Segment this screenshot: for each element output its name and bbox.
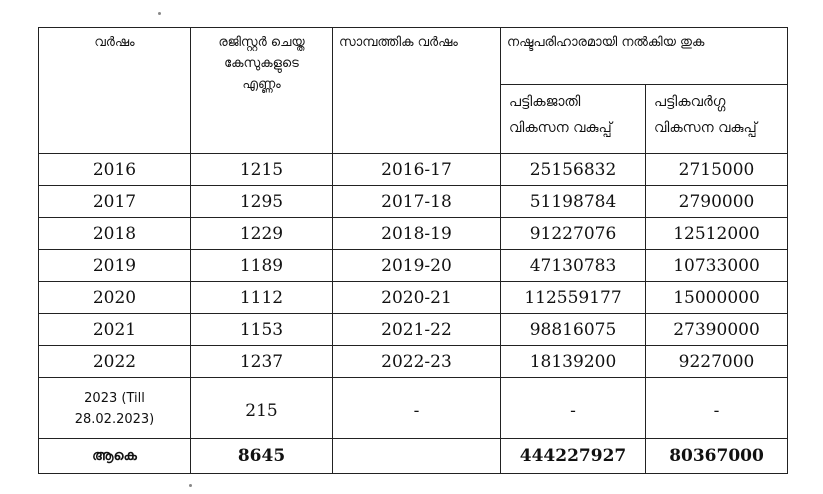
- table-row: [39, 186, 788, 218]
- table-row: [39, 154, 788, 186]
- header-sc-line2: വികസന വകുപ്പ്: [509, 120, 612, 136]
- cell-year: 2020: [39, 282, 191, 314]
- cell-cases: 1229: [191, 218, 333, 250]
- cell-fiscal: 2017-18: [333, 186, 501, 218]
- table-row: [39, 346, 788, 378]
- header-compensation-label: നഷ്ടപരിഹാരമായി നൽകിയ തുക: [507, 35, 705, 50]
- cell-st-amount: 9227000: [646, 346, 788, 378]
- cell-cases: 1237: [191, 346, 333, 378]
- table-row-partial-year: [39, 378, 788, 439]
- cell-st-amount: 27390000: [646, 314, 788, 346]
- scan-speck: [158, 12, 161, 15]
- cell-fiscal: 2019-20: [333, 250, 501, 282]
- cell-fiscal: 2018-19: [333, 218, 501, 250]
- cell-cases: 215: [191, 378, 333, 439]
- cell-st-amount: 10733000: [646, 250, 788, 282]
- table-row: [39, 250, 788, 282]
- cell-st-amount: 15000000: [646, 282, 788, 314]
- compensation-table: [38, 27, 788, 474]
- total-label: ആകെ: [39, 439, 191, 474]
- cell-year: 2017: [39, 186, 191, 218]
- cell-year-partial-line2: 28.02.2023): [74, 412, 155, 427]
- header-fiscal-year-label: സാമ്പത്തിക വർഷം: [339, 35, 458, 50]
- cell-year-partial-line1: 2023 (Till: [84, 391, 145, 406]
- cell-cases: 1153: [191, 314, 333, 346]
- cell-st-amount: 2790000: [646, 186, 788, 218]
- scan-speck: [189, 484, 192, 487]
- cell-st-amount: -: [646, 378, 788, 439]
- header-st-line2: വികസന വകുപ്പ്: [654, 120, 757, 136]
- total-fiscal: [333, 439, 501, 474]
- cell-fiscal: 2021-22: [333, 314, 501, 346]
- cell-year: 2022: [39, 346, 191, 378]
- table-row: [39, 218, 788, 250]
- cell-year-partial: [39, 378, 191, 439]
- cell-sc-amount: 51198784: [501, 186, 646, 218]
- table-row: [39, 314, 788, 346]
- total-sc-amount: 444227927: [501, 439, 646, 474]
- cell-cases: 1112: [191, 282, 333, 314]
- cell-year: 2021: [39, 314, 191, 346]
- cell-sc-amount: 91227076: [501, 218, 646, 250]
- cell-sc-amount: 47130783: [501, 250, 646, 282]
- cell-year: 2018: [39, 218, 191, 250]
- header-cases: [191, 28, 333, 154]
- table-row: [39, 282, 788, 314]
- cell-st-amount: 12512000: [646, 218, 788, 250]
- total-st-amount: 80367000: [646, 439, 788, 474]
- cell-sc-amount: 25156832: [501, 154, 646, 186]
- header-year: [39, 28, 191, 154]
- header-st-dept: [646, 85, 788, 154]
- total-row: [39, 439, 788, 474]
- cell-cases: 1295: [191, 186, 333, 218]
- header-row: [39, 28, 788, 85]
- cell-fiscal: -: [333, 378, 501, 439]
- header-sc-dept: [501, 85, 646, 154]
- header-cases-line3: എണ്ണം: [242, 77, 281, 92]
- header-cases-line2: കേസുകളുടെ: [224, 56, 299, 71]
- total-cases: 8645: [191, 439, 333, 474]
- cell-st-amount: 2715000: [646, 154, 788, 186]
- cell-sc-amount: -: [501, 378, 646, 439]
- header-year-label: വർഷം: [94, 35, 135, 50]
- cell-year: 2019: [39, 250, 191, 282]
- header-sc-line1: പട്ടികജാതി: [509, 94, 581, 110]
- cell-fiscal: 2020-21: [333, 282, 501, 314]
- cell-year: 2016: [39, 154, 191, 186]
- cell-sc-amount: 112559177: [501, 282, 646, 314]
- header-fiscal-year: [333, 28, 501, 154]
- header-compensation: [501, 28, 788, 85]
- cell-fiscal: 2022-23: [333, 346, 501, 378]
- cell-cases: 1215: [191, 154, 333, 186]
- cell-cases: 1189: [191, 250, 333, 282]
- cell-fiscal: 2016-17: [333, 154, 501, 186]
- cell-sc-amount: 18139200: [501, 346, 646, 378]
- header-cases-line1: രജിസ്റ്റർ ചെയ്ത: [218, 35, 305, 50]
- header-st-line1: പട്ടികവർഗ്ഗ: [654, 94, 726, 110]
- cell-sc-amount: 98816075: [501, 314, 646, 346]
